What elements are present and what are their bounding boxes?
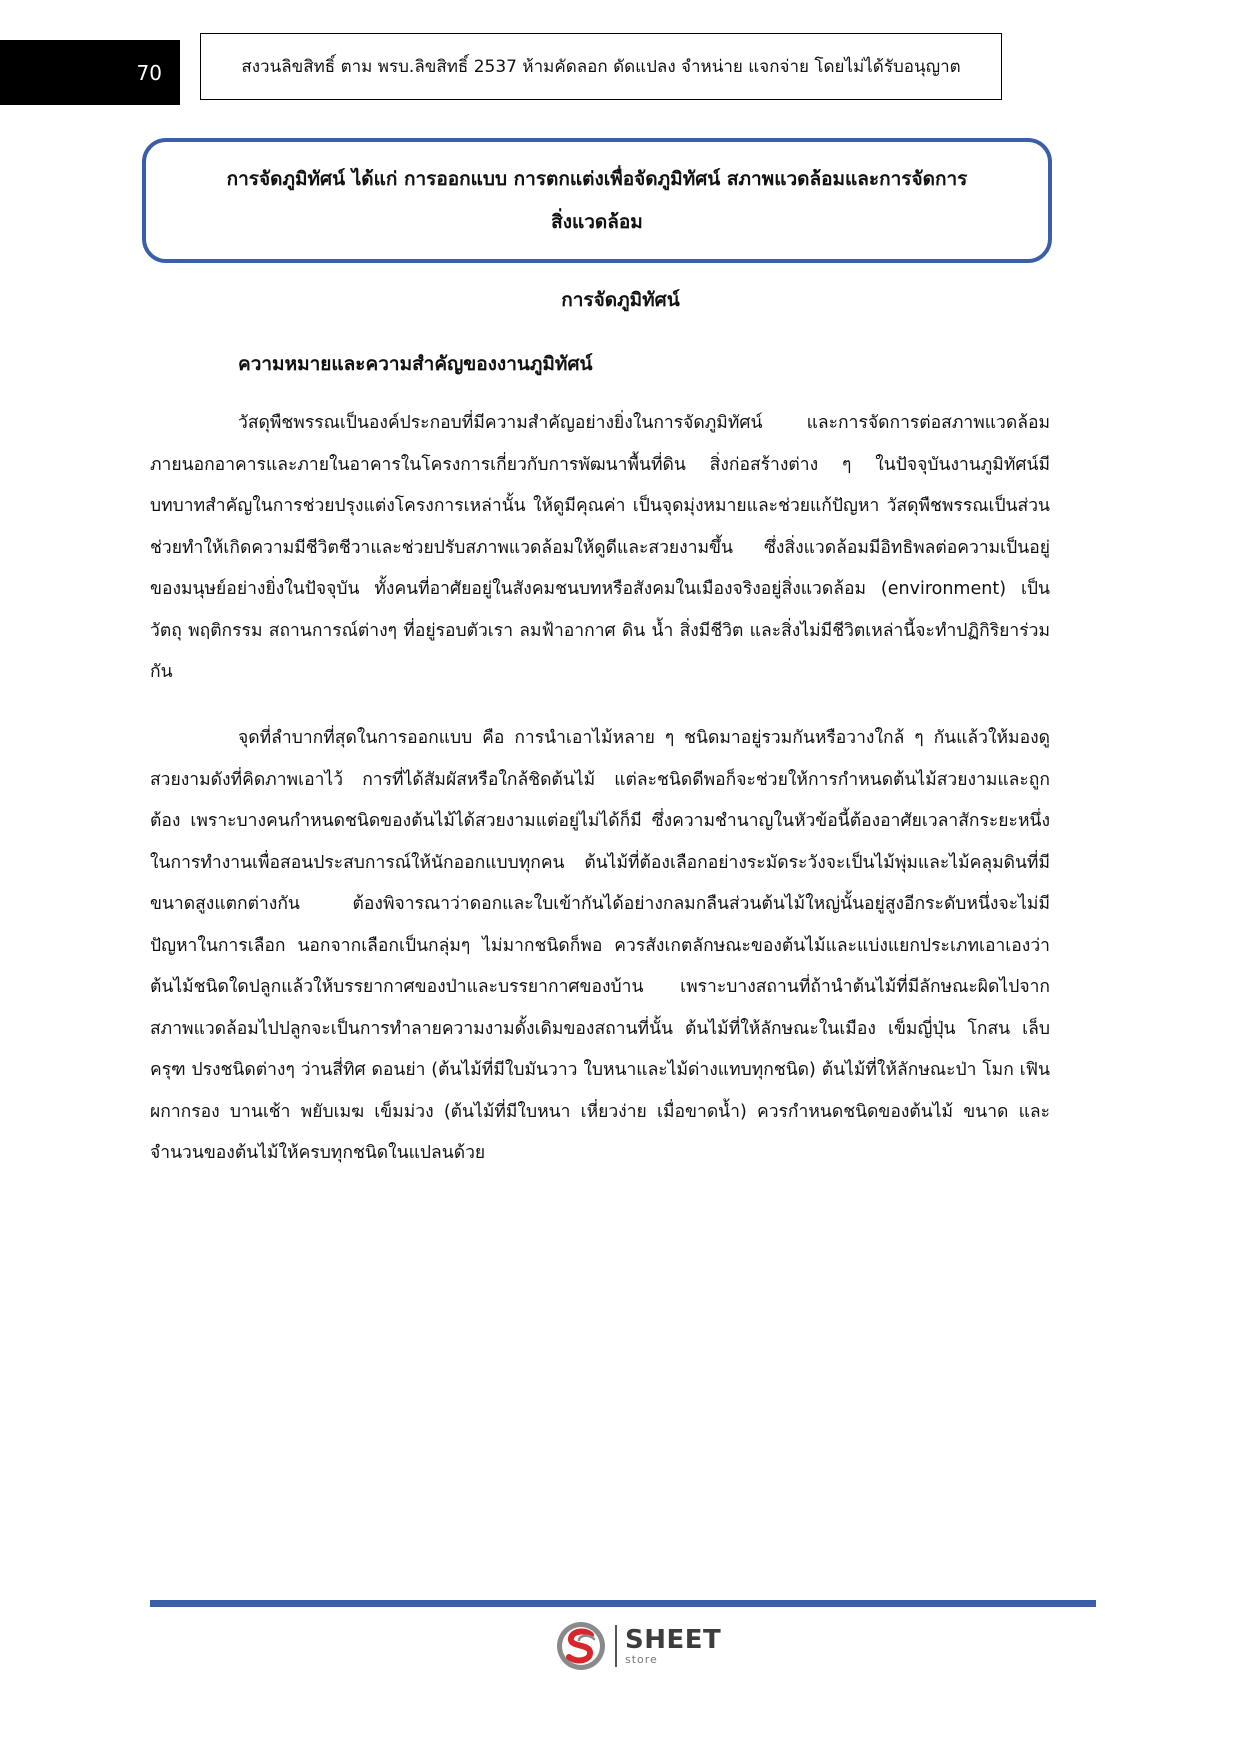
footer-rule [150, 1600, 1096, 1607]
sheet-store-logo [555, 1618, 721, 1674]
logo-sub: store [625, 1653, 658, 1666]
logo-name: SHEET [625, 1625, 722, 1655]
sheet-store-logo-icon [555, 1620, 607, 1672]
topic-box [142, 138, 1052, 263]
topic-line-2: สิ่งแวดล้อม [551, 210, 643, 233]
topic-line-1: การจัดภูมิทัศน์ ได้แก่ การออกแบบ การตกแต่งเพื่อจัดภูมิทัศน์ สภาพแวดล้อมและการจัดการ [226, 167, 968, 190]
copyright-notice: สงวนลิขสิทธิ์ ตาม พรบ.ลิขสิทธิ์ 2537 ห้ามคัดลอก ดัดแปลง จำหน่าย แจกจ่าย โดยไม่ได้รับอนุญาต [241, 57, 961, 77]
body-paragraph-1: วัสดุพืชพรรณเป็นองค์ประกอบที่มีความสำคัญอย่างยิ่งในการจัดภูมิทัศน์ และการจัดการต่อสภาพแวดล้อมภายนอกอาคารและภายในอาคารในโครงการเกี่ยวกับการพัฒนาพื้นที่ดิน สิ่งก่อสร้างต่าง ๆ ในปัจจุบันงานภูมิทัศน์มีบทบาทสำคัญในการช่วยปรุงแต่งโครงการเหล่านั้น ให้ดูมีคุณค่า เป็นจุดมุ่งหมายและช่วยแก้ปัญหา วัสดุพืชพรรณเป็นส่วนช่วยทำให้เกิดความมีชีวิตชีวาและช่วยปรับสภาพแวดล้อมให้ดูดีและสวยงามขึ้น ซึ่งสิ่งแวดล้อมมีอิทธิพลต่อความเป็นอยู่ของมนุษย์อย่างยิ่งในปัจจุบัน ทั้งคนที่อาศัยอยู่ในสังคมชนบทหรือสังคมในเมืองจริงอยู่สิ่งแวดล้อม (environment) เป็นวัตถุ พฤติกรรม สถานการณ์ต่างๆ ที่อยู่รอบตัวเรา ลมฟ้าอากาศ ดิน น้ำ สิ่งมีชีวิต และสิ่งไม่มีชีวิตเหล่านี้จะทำปฏิกิริยาร่วมกัน [150, 413, 1050, 682]
subsection-title: ความหมายและความสำคัญของงานภูมิทัศน์ [238, 353, 593, 375]
body-paragraph-2: จุดที่ลำบากที่สุดในการออกแบบ คือ การนำเอาไม้หลาย ๆ ชนิดมาอยู่รวมกันหรือวางใกล้ ๆ กันแล้วให้มองดูสวยงามดังที่คิดภาพเอาไว้ การที่ได้สัมผัสหรือใกล้ชิดต้นไม้ แต่ละชนิดดีพอก็จะช่วยให้การกำหนดต้นไม้สวยงามและถูกต้อง เพราะบางคนกำหนดชนิดของต้นไม้ได้สวยงามแต่อยู่ไม่ได้ก็มี ซึ่งความชำนาญในหัวข้อนี้ต้องอาศัยเวลาสักระยะหนึ่งในการทำงานเพื่อสอนประสบการณ์ให้นักออกแบบทุกคน ต้นไม้ที่ต้องเลือกอย่างระมัดระวังจะเป็นไม้พุ่มและไม้คลุมดินที่มีขนาดสูงแตกต่างกัน ต้องพิจารณาว่าดอกและใบเข้ากันได้อย่างกลมกลืนส่วนต้นไม้ใหญ่นั้นอยู่สูงอีกระดับหนึ่งจะไม่มีปัญหาในการเลือก นอกจากเลือกเป็นกลุ่มๆ ไม่มากชนิดก็พอ ควรสังเกตลักษณะของต้นไม้และแบ่งแยกประเภทเอาเองว่าต้นไม้ชนิดใดปลูกแล้วให้บรรยากาศของป่าและบรรยากาศของบ้าน เพราะบางสถานที่ถ้านำต้นไม้ที่มีลักษณะผิดไปจากสภาพแวดล้อมไปปลูกจะเป็นการทำลายความงามดั้งเดิมของสถานที่นั้น ต้นไม้ที่ให้ลักษณะในเมือง เข็มญี่ปุ่น โกสน เล็บครุฑ ปรงชนิดต่างๆ ว่านสี่ทิศ ดอนย่า (ต้นไม้ที่มีใบมันวาว ใบหนาและไม้ด่างแทบทุกชนิด) ต้นไม้ที่ให้ลักษณะป่า โมก เฟิน ผกากรอง บานเช้า พยับเมฆ เข็มม่วง (ต้นไม้ที่มีใบหนา เหี่ยวง่าย เมื่อขาดน้ำ) ควรกำหนดชนิดของต้นไม้ ขนาด และจำนวนของต้นไม้ให้ครบทุกชนิดในแปลนด้วย [150, 728, 1050, 1163]
page-number-box [0, 40, 180, 105]
page-number: 70 [136, 60, 162, 85]
copyright-notice-box [200, 33, 1002, 100]
section-title: การจัดภูมิทัศน์ [561, 289, 680, 311]
logo-divider [615, 1625, 617, 1667]
